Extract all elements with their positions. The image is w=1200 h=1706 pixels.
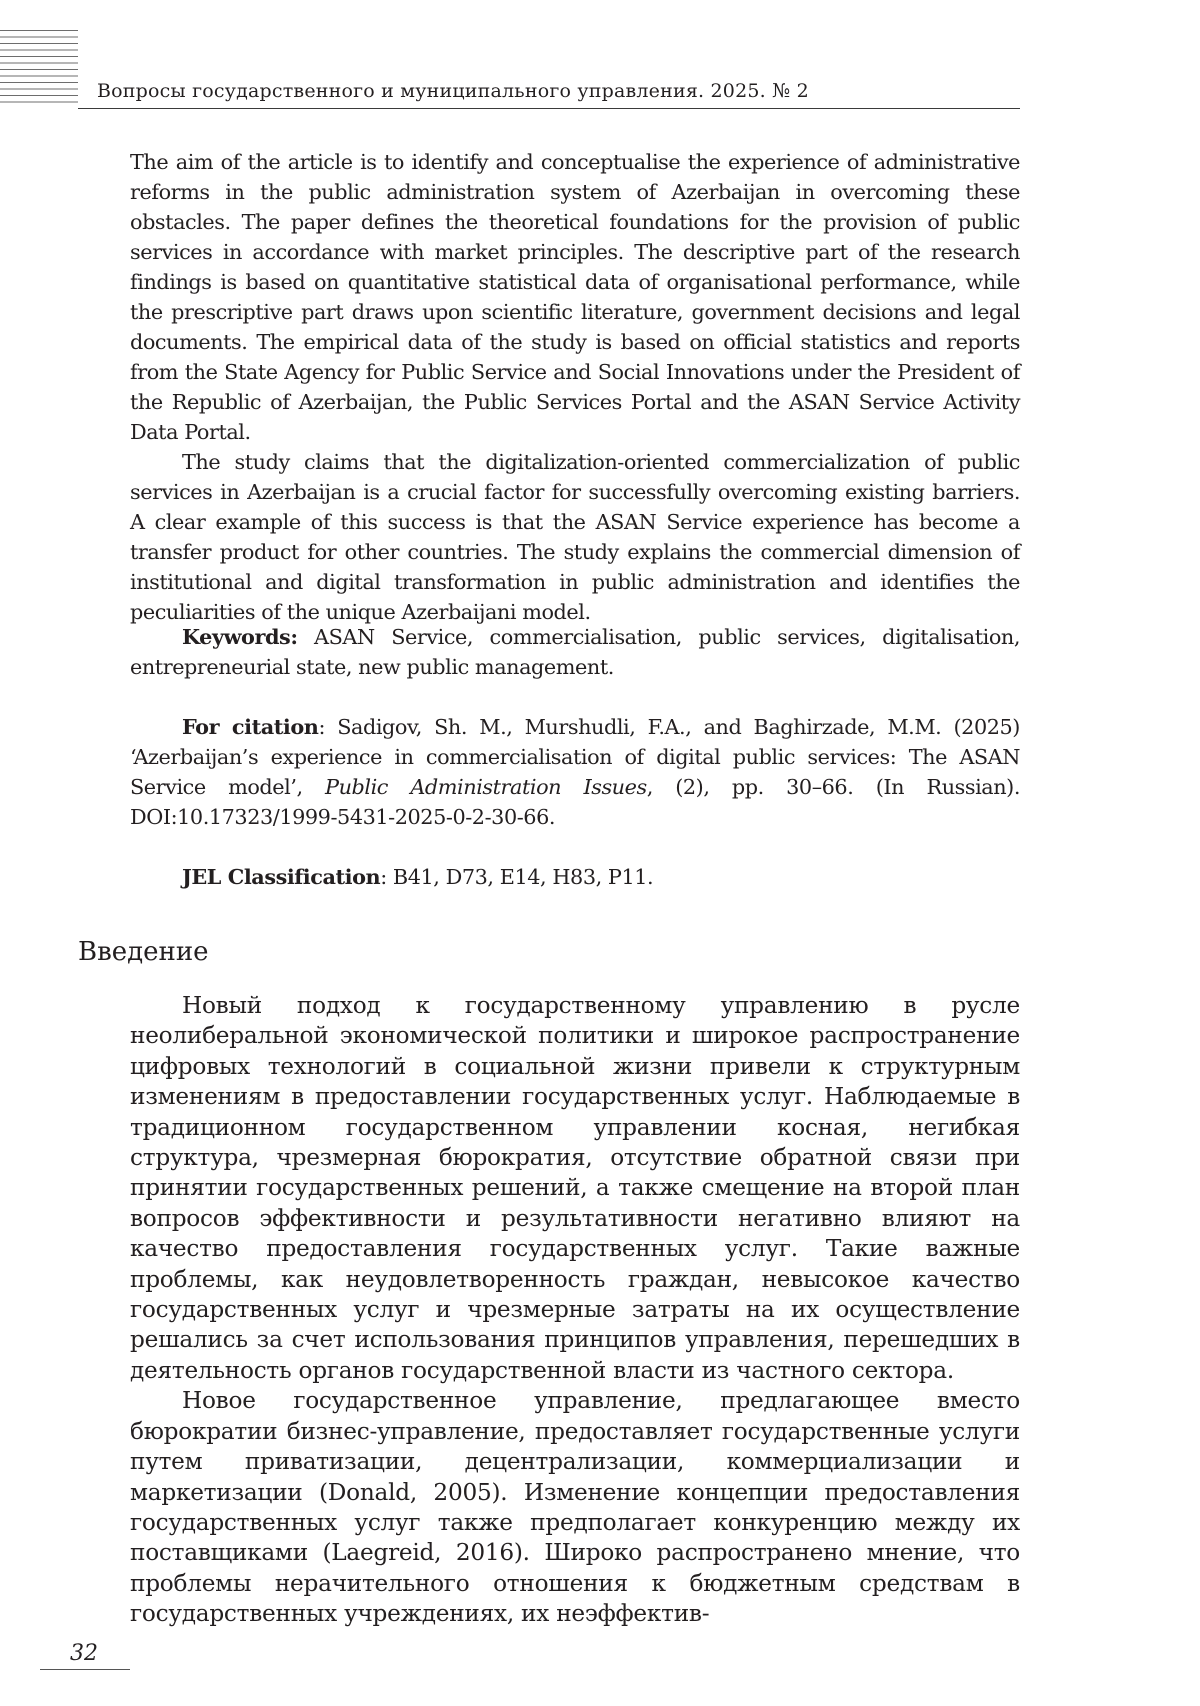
introduction-body bbox=[130, 991, 1020, 1630]
running-head: Вопросы государственного и муниципального управления. 2025. № 2 bbox=[97, 80, 809, 102]
citation-label: For citation bbox=[182, 714, 319, 739]
header-rule bbox=[78, 108, 1020, 109]
section-heading: Введение bbox=[78, 937, 209, 967]
keywords-paragraph bbox=[130, 622, 1020, 682]
jel-label: JEL Classification bbox=[182, 864, 381, 889]
jel-paragraph bbox=[130, 862, 1020, 892]
abstract-paragraph-1: The aim of the article is to identify and conceptualise the experience of administrative reforms in the public administration system of Azerbaijan in overcoming these obstacles. The paper defines the theoretical foundations for the provision of public services in accordance with market principles. The descriptive part of the research findings is based on quantitative statistical data of organisational performance, while the prescriptive part draws upon scientific literature, government decisions and legal documents. The empirical data of the study is based on official statistics and reports from the State Agency for Public Service and Social Innovations under the President of the Republic of Azerbaijan, the Public Services Portal and the ASAN Service Activity Data Portal. bbox=[130, 150, 1020, 444]
keywords-text: ASAN Service, commercialisation, public services, digitalisation, entrepreneurial state, new public management. bbox=[130, 625, 1020, 679]
footer-rule bbox=[40, 1669, 130, 1670]
jel-text: : B41, D73, E14, H83, P11. bbox=[380, 865, 654, 889]
keywords-label: Keywords: bbox=[182, 624, 298, 649]
citation-journal: Public Administration Issues bbox=[325, 775, 647, 799]
intro-paragraph-2: Новое государственное управление, предлагающее вместо бюрократии бизнес-управление, предоставляет государственные услуги путем приватизации, децентрализации, коммерциализации и маркетизации (Donald, 2005). Изменение концепции предоставления государственных услуг также предполагает конкуренцию между их поставщиками (Laegreid, 2016). Широко распространено мнение, что проблемы нерачительного отношения к бюджетным средствам в государственных учреждениях, их неэффектив- bbox=[130, 1387, 1020, 1628]
header-stripes-decoration bbox=[0, 30, 78, 108]
abstract bbox=[130, 147, 1020, 627]
jel-classification bbox=[130, 862, 1020, 892]
citation bbox=[130, 712, 1020, 832]
page-number: 32 bbox=[70, 1641, 98, 1666]
citation-text-before: : Sadigov, Sh. M., Murshudli, F.A., and Baghirzade, M.M. (2025) ‘Azerbaijan’s experience in commercialisation of digital public services: The ASAN Service model’, bbox=[130, 715, 1020, 799]
citation-paragraph bbox=[130, 712, 1020, 832]
intro-paragraph-1: Новый подход к государственному управлению в русле неолиберальной экономической политики и широкое распространение цифровых технологий в социальной жизни привели к структурным изменениям в предоставлении государственных услуг. Наблюдаемые в традиционном государственном управлении косная, негибкая структура, чрезмерная бюрократия, отсутствие обратной связи при принятии государственных решений, а также смещение на второй план вопросов эффективности и результативности негативно влияют на качество предоставления государственных услуг. Такие важные проблемы, как неудовлетворенность граждан, невысокое качество государственных услуг и чрезмерные затраты на их осуществление решались за счет использования принципов управления, перешедших в деятельность органов государственной власти из частного сектора. bbox=[130, 992, 1020, 1384]
citation-text-after: , (2), pp. 30–66. (In Russian). DOI:10.17323/1999-5431-2025-0-2-30-66. bbox=[130, 775, 1020, 829]
keywords bbox=[130, 622, 1020, 682]
abstract-paragraph-2: The study claims that the digitalization-oriented commercialization of public services in Azerbaijan is a crucial factor for successfully overcoming existing barriers. A clear example of this success is that the ASAN Service experience has become a transfer product for other countries. The study explains the commercial dimension of institutional and digital transformation in public administration and identifies the peculiarities of the unique Azerbaijani model. bbox=[130, 450, 1020, 624]
